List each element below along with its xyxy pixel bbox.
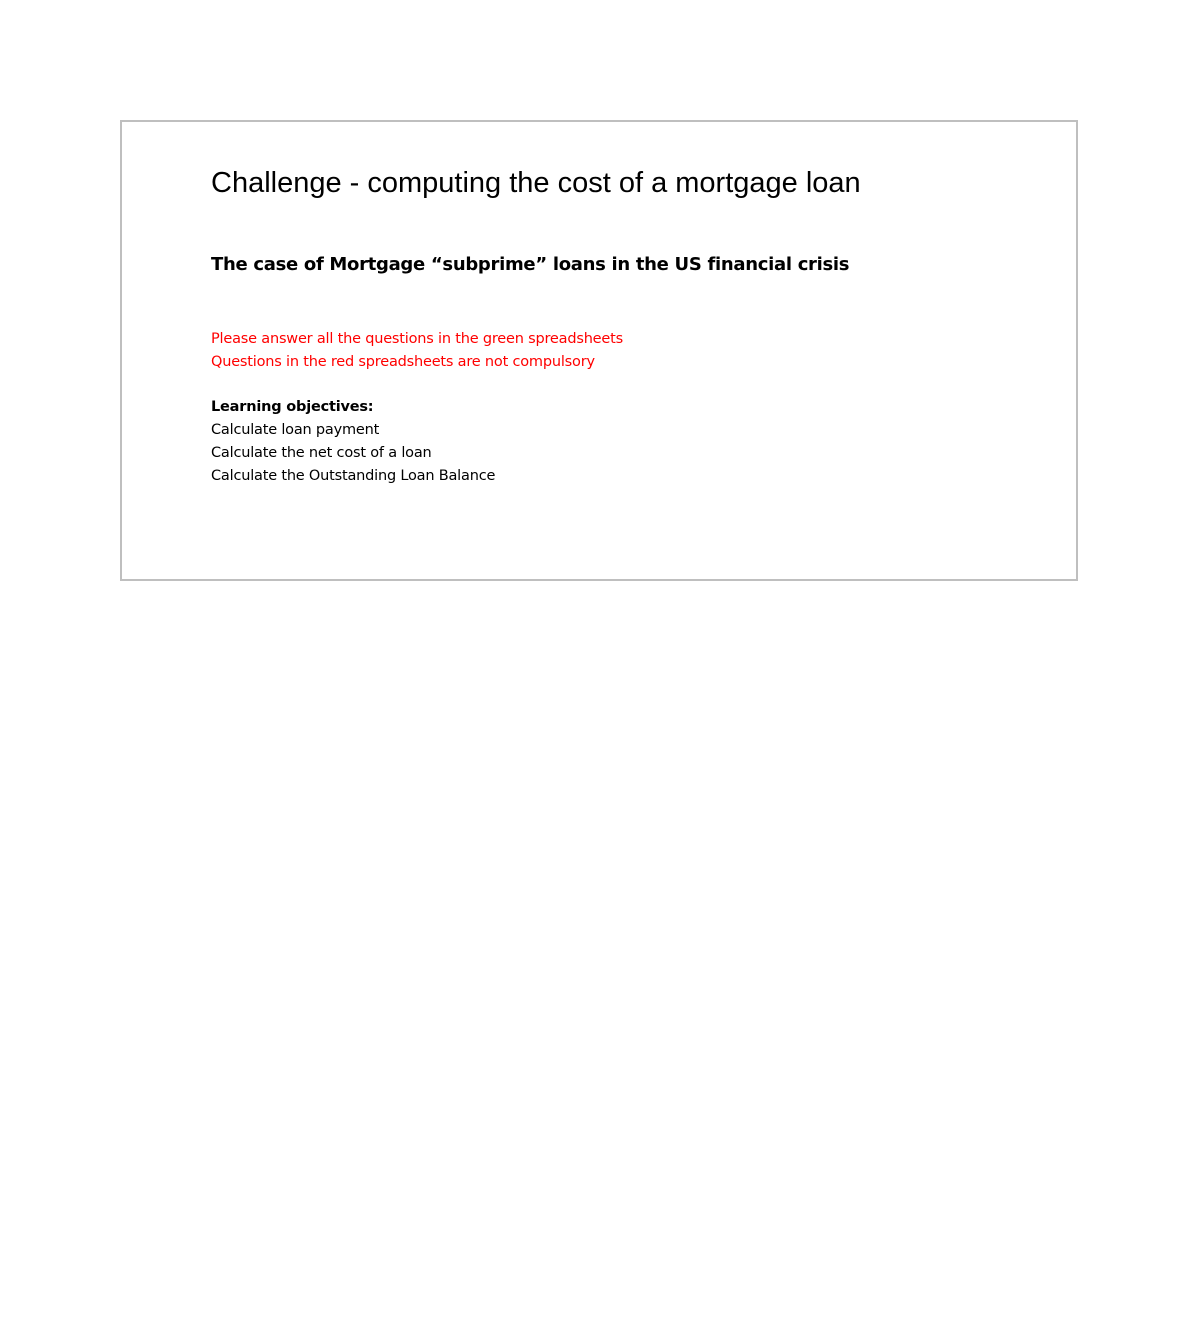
objective-item: Calculate the Outstanding Loan Balance <box>211 468 496 484</box>
learning-objectives <box>211 396 495 488</box>
instruction-line: Please answer all the questions in the green spreadsheets <box>211 331 623 347</box>
instruction-line: Questions in the red spreadsheets are not compulsory <box>211 354 595 370</box>
learning-objectives-heading: Learning objectives: <box>211 399 374 415</box>
page-title: Challenge - computing the cost of a mortgage loan <box>211 167 861 199</box>
objective-item: Calculate the net cost of a loan <box>211 445 432 461</box>
objective-item: Calculate loan payment <box>211 422 380 438</box>
page-subtitle: The case of Mortgage “subprime” loans in the US financial crisis <box>211 254 850 275</box>
instructions <box>211 328 623 374</box>
